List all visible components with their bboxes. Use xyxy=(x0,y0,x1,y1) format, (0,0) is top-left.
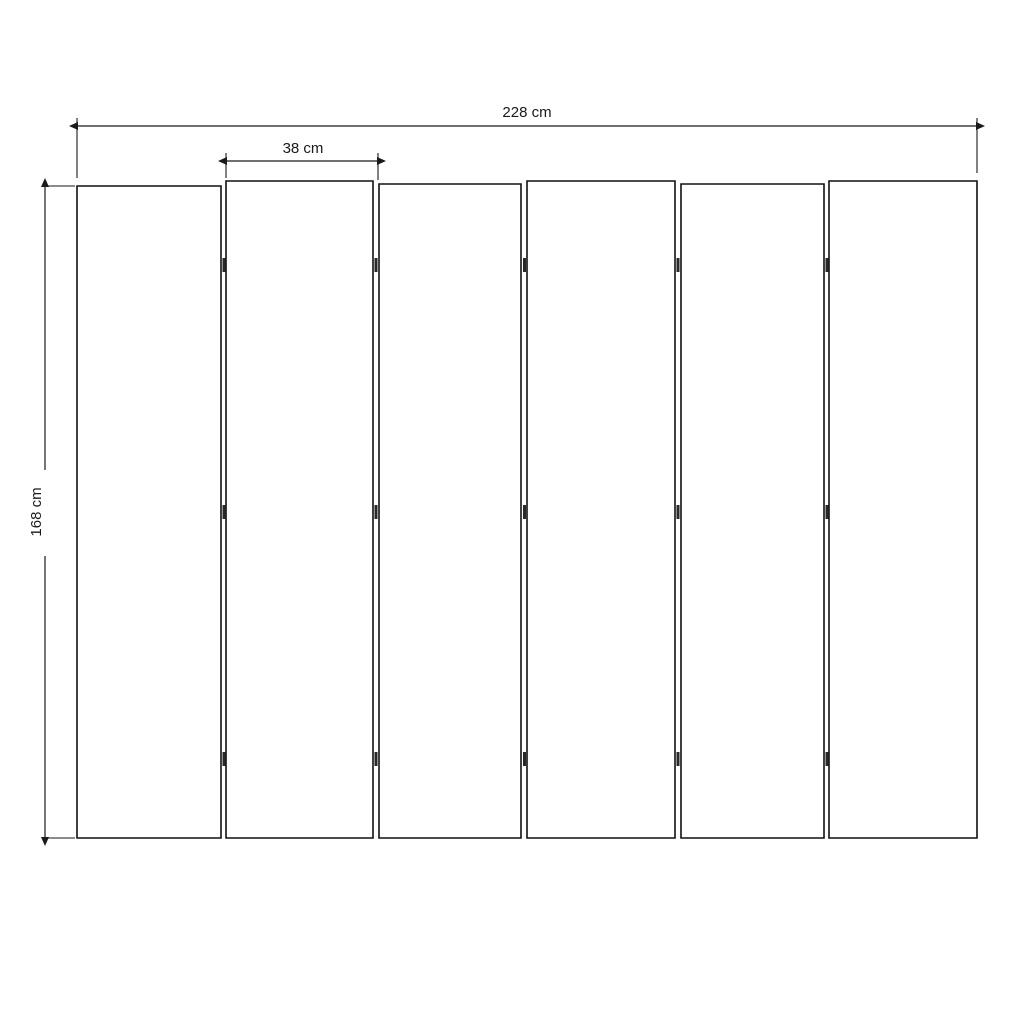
height-label: 168 cm xyxy=(28,487,45,537)
hinge-icon xyxy=(826,505,829,519)
hinge-icon xyxy=(223,505,226,519)
panel-2[interactable] xyxy=(226,181,373,838)
panel-3[interactable] xyxy=(379,184,521,838)
hinge-icon xyxy=(826,752,829,766)
panel-6[interactable] xyxy=(829,181,977,838)
hinge-icon xyxy=(223,258,226,272)
height-dimension xyxy=(28,186,75,838)
hinge-icon xyxy=(223,752,226,766)
panel-1[interactable] xyxy=(77,186,221,838)
total-width-dimension xyxy=(77,100,977,178)
total-width-label: 228 cm xyxy=(502,104,552,121)
panel-4[interactable] xyxy=(527,181,675,838)
hinge-icon xyxy=(677,505,680,519)
panel-group xyxy=(77,181,977,838)
hinge-icon xyxy=(375,258,378,272)
hinge-icon xyxy=(523,752,526,766)
hinge-icon xyxy=(677,752,680,766)
hinge-icon xyxy=(523,505,526,519)
hinge-icon xyxy=(375,505,378,519)
hinge-icon xyxy=(826,258,829,272)
panel-5[interactable] xyxy=(681,184,824,838)
panel-width-label: 38 cm xyxy=(282,140,324,157)
hinge-icon xyxy=(523,258,526,272)
panel-width-dimension xyxy=(226,136,378,180)
hinge-icon xyxy=(677,258,680,272)
hinge-icon xyxy=(375,752,378,766)
